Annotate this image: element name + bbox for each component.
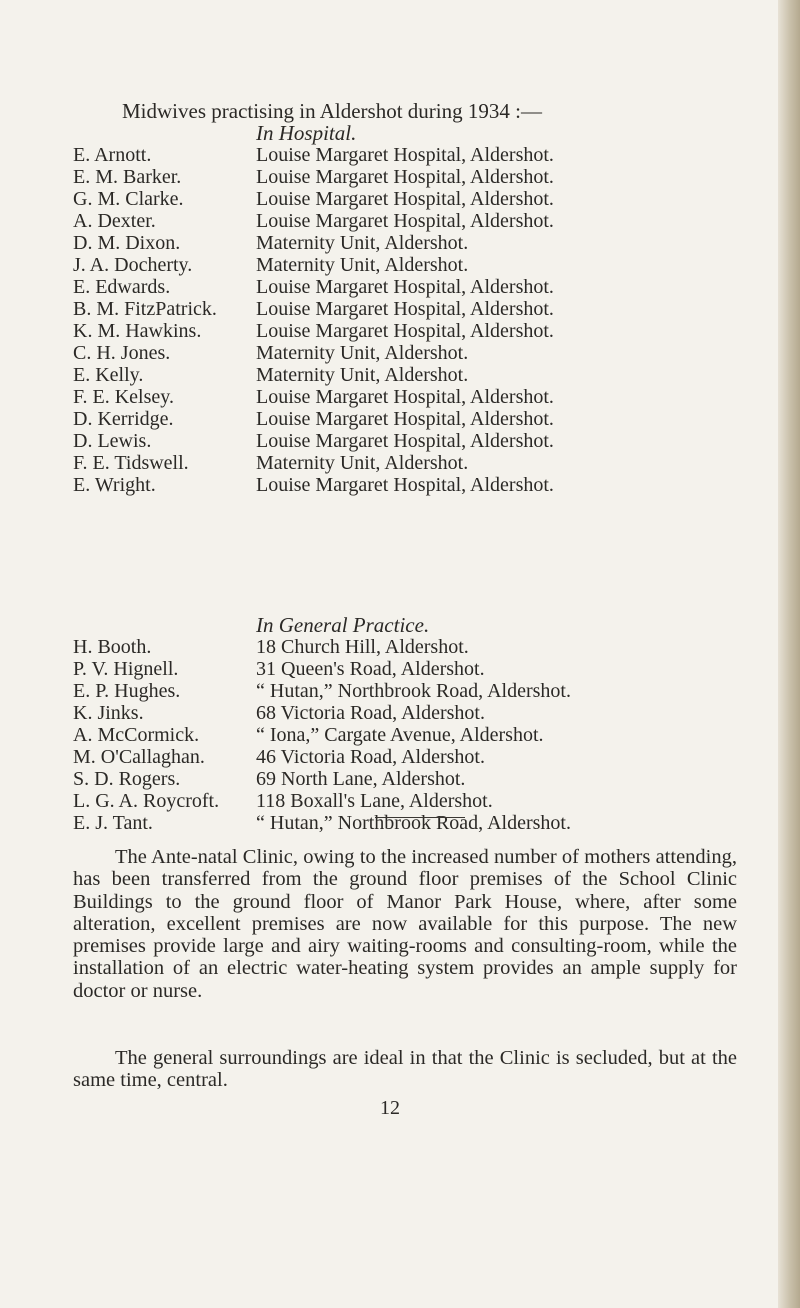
midwife-name: A. McCormick. [73, 724, 200, 746]
page-heading: Midwives practising in Aldershot during 1934 :— [122, 99, 542, 123]
midwife-address: Louise Margaret Hospital, Aldershot. [256, 188, 554, 210]
surroundings-paragraph: The general surroundings are ideal in that the Clinic is secluded, but at the same time, central. [73, 1047, 737, 1092]
midwife-address: Louise Margaret Hospital, Aldershot. [256, 144, 554, 166]
antenatal-clinic-paragraph: The Ante-natal Clinic, owing to the increased number of mothers attending, has been transferred from the ground floor premises of the School Clinic Buildings to the ground floor of Manor Park House, where, after some alteration, excellent premises are now available for this purpose. The new premises provide large and airy waiting-rooms and consulting-room, while the installation of an electric water-heating system provides an ample supply for doctor or nurse. [73, 846, 737, 1002]
midwife-address: Louise Margaret Hospital, Aldershot. [256, 166, 554, 188]
midwife-address: Louise Margaret Hospital, Aldershot. [256, 320, 554, 342]
midwife-address: Maternity Unit, Aldershot. [256, 232, 469, 254]
midwife-address: “ Hutan,” Northbrook Road, Aldershot. [256, 680, 571, 702]
midwife-name: H. Booth. [73, 636, 152, 658]
hospital-midwife-list [73, 144, 773, 496]
midwife-address: Louise Margaret Hospital, Aldershot. [256, 386, 554, 408]
midwife-name: L. G. A. Roycroft. [73, 790, 220, 812]
midwife-name: P. V. Hignell. [73, 658, 179, 680]
midwife-name: G. M. Clarke. [73, 188, 184, 210]
list-item [73, 746, 773, 768]
midwife-address: 68 Victoria Road, Aldershot. [256, 702, 485, 724]
hospital-section-title: In Hospital. [256, 121, 357, 145]
midwife-name: D. M. Dixon. [73, 232, 181, 254]
list-item [73, 232, 773, 254]
list-item [73, 320, 773, 342]
midwife-name: K. Jinks. [73, 702, 144, 724]
list-item [73, 812, 773, 834]
list-item [73, 166, 773, 188]
list-item [73, 430, 773, 452]
midwife-name: E. Kelly. [73, 364, 144, 386]
midwife-address: 31 Queen's Road, Aldershot. [256, 658, 485, 680]
list-item [73, 210, 773, 232]
midwife-name: E. M. Barker. [73, 166, 182, 188]
practice-section-title: In General Practice. [256, 613, 430, 637]
midwife-address: Maternity Unit, Aldershot. [256, 254, 469, 276]
list-item [73, 276, 773, 298]
section-divider [375, 817, 465, 818]
list-item [73, 386, 773, 408]
list-item [73, 452, 773, 474]
midwife-name: B. M. FitzPatrick. [73, 298, 217, 320]
midwife-address: “ Hutan,” Northbrook Road, Aldershot. [256, 812, 571, 834]
midwife-name: E. Wright. [73, 474, 156, 496]
midwife-address: Louise Margaret Hospital, Aldershot. [256, 474, 554, 496]
midwife-name: E. P. Hughes. [73, 680, 181, 702]
page-number: 12 [380, 1097, 400, 1119]
midwife-address: “ Iona,” Cargate Avenue, Aldershot. [256, 724, 544, 746]
midwife-address: 118 Boxall's Lane, Aldershot. [256, 790, 493, 812]
midwife-name: S. D. Rogers. [73, 768, 181, 790]
list-item [73, 768, 773, 790]
list-item [73, 658, 773, 680]
midwife-address: Louise Margaret Hospital, Aldershot. [256, 276, 554, 298]
list-item [73, 474, 773, 496]
midwife-address: 18 Church Hill, Aldershot. [256, 636, 469, 658]
midwife-name: E. Arnott. [73, 144, 152, 166]
list-item [73, 680, 773, 702]
list-item [73, 702, 773, 724]
list-item [73, 408, 773, 430]
midwife-address: Louise Margaret Hospital, Aldershot. [256, 210, 554, 232]
list-item [73, 636, 773, 658]
list-item [73, 724, 773, 746]
midwife-name: E. J. Tant. [73, 812, 153, 834]
midwife-name: F. E. Tidswell. [73, 452, 189, 474]
midwife-address: 69 North Lane, Aldershot. [256, 768, 466, 790]
midwife-address: Maternity Unit, Aldershot. [256, 364, 469, 386]
list-item [73, 144, 773, 166]
list-item [73, 188, 773, 210]
midwife-address: Louise Margaret Hospital, Aldershot. [256, 408, 554, 430]
midwife-address: Maternity Unit, Aldershot. [256, 452, 469, 474]
practice-midwife-list [73, 636, 773, 834]
midwife-name: A. Dexter. [73, 210, 156, 232]
midwife-address: Louise Margaret Hospital, Aldershot. [256, 298, 554, 320]
midwife-name: C. H. Jones. [73, 342, 171, 364]
midwife-name: D. Lewis. [73, 430, 152, 452]
midwife-name: M. O'Callaghan. [73, 746, 205, 768]
list-item [73, 342, 773, 364]
list-item [73, 364, 773, 386]
midwife-name: K. M. Hawkins. [73, 320, 202, 342]
list-item [73, 790, 773, 812]
midwife-name: J. A. Docherty. [73, 254, 193, 276]
list-item [73, 298, 773, 320]
midwife-address: 46 Victoria Road, Aldershot. [256, 746, 485, 768]
midwife-name: F. E. Kelsey. [73, 386, 174, 408]
midwife-address: Louise Margaret Hospital, Aldershot. [256, 430, 554, 452]
midwife-address: Maternity Unit, Aldershot. [256, 342, 469, 364]
midwife-name: D. Kerridge. [73, 408, 174, 430]
list-item [73, 254, 773, 276]
midwife-name: E. Edwards. [73, 276, 171, 298]
